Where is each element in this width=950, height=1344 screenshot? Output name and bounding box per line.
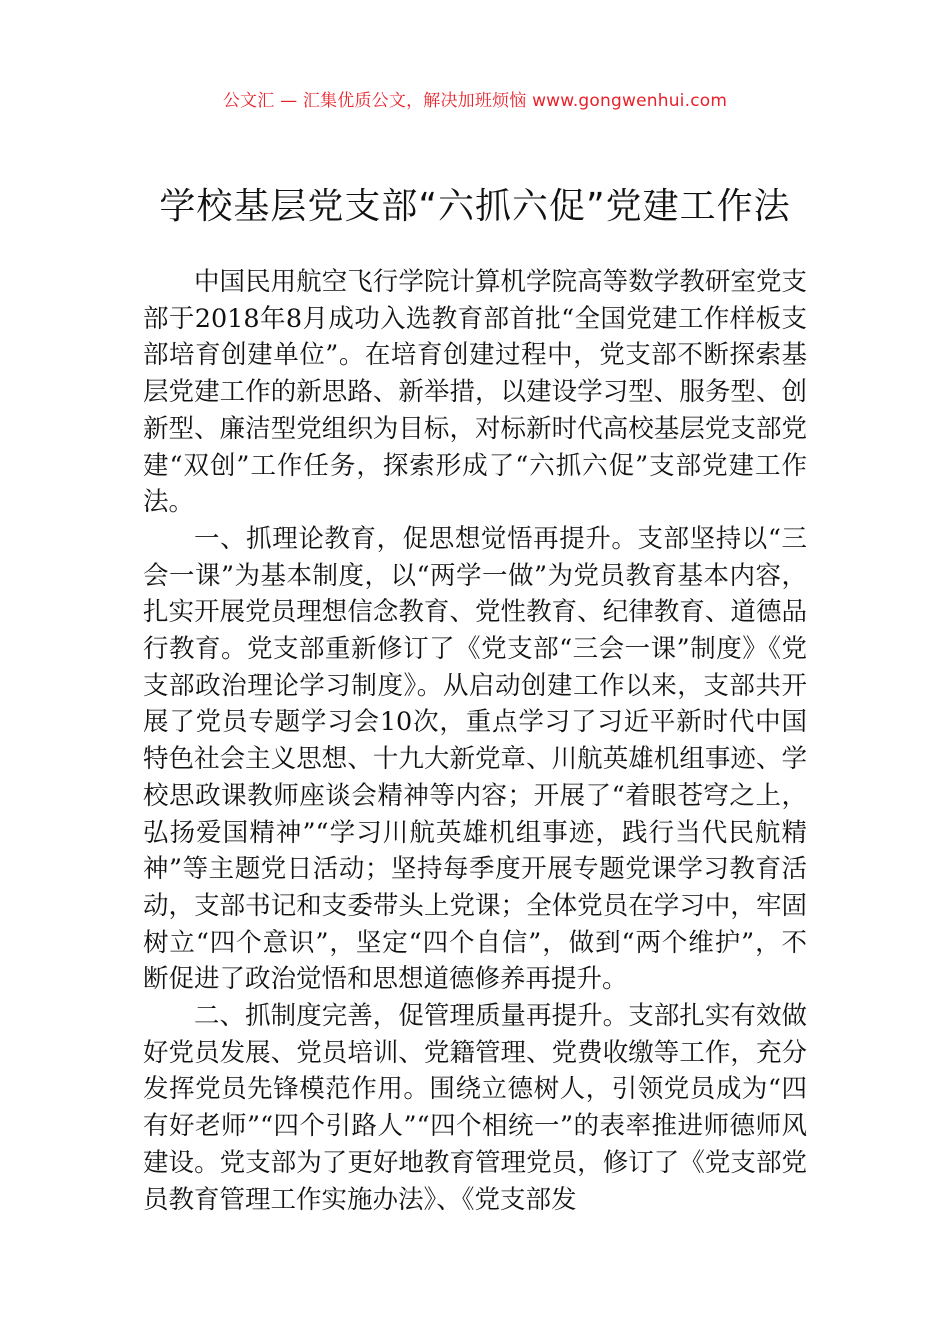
intro-paragraph: 中国民用航空飞行学院计算机学院高等数学教研室党支部于2018年8月成功入选教育部首批“全国党建工作样板支部培育创建单位”。在培育创建过程中，党支部不断探索基层党建工作的新思路、新举措，以建设学习型、服务型、创新型、廉洁型党组织为目标，对标新时代高校基层党支部党建“双创”工作任务，探索形成了“六抓六促”支部党建工作法。 — [143, 267, 807, 518]
section-one-paragraph: 一、抓理论教育，促思想觉悟再提升。支部坚持以“三会一课”为基本制度，以“两学一做”为党员教育基本内容，扎实开展党员理想信念教育、党性教育、纪律教育、道德品行教育。党支部重新修订了《党支部“三会一课”制度》《党支部政治理论学习制度》。从启动创建工作以来，支部共开展了党员专题学习会10次，重点学习了习近平新时代中国特色社会主义思想、十九大新党章、川航英雄机组事迹、学校思政课教师座谈会精神等内容；开展了“着眼苍穹之上，弘扬爱国精神”“学习川航英雄机组事迹，践行当代民航精神”等主题党日活动；坚持每季度开展专题党课学习教育活动，支部书记和支委带头上党课；全体党员在学习中，牢固树立“四个意识”，坚定“四个自信”，做到“两个维护”，不断促进了政治觉悟和思想道德修养再提升。 — [143, 523, 807, 995]
document-title: 学校基层党支部“六抓六促”党建工作法 — [159, 186, 791, 227]
section-two-paragraph: 二、抓制度完善，促管理质量再提升。支部扎实有效做好党员发展、党员培训、党籍管理、党费收缴等工作，充分发挥党员先锋模范作用。围绕立德树人，引领党员成为“四有好老师”“四个引路人”“四个相统一”的表率推进师德师风建设。党支部为了更好地教育管理党员，修订了《党支部党员教育管理工作实施办法》、《党支部发 — [143, 1001, 807, 1215]
document-body — [143, 264, 807, 1218]
header-site-name: 公文汇 — 汇集优质公文，解决加班烦恼 — [222, 91, 527, 111]
header-url-link[interactable]: www.gongwenhui.com — [532, 91, 728, 111]
header-banner — [0, 86, 950, 111]
